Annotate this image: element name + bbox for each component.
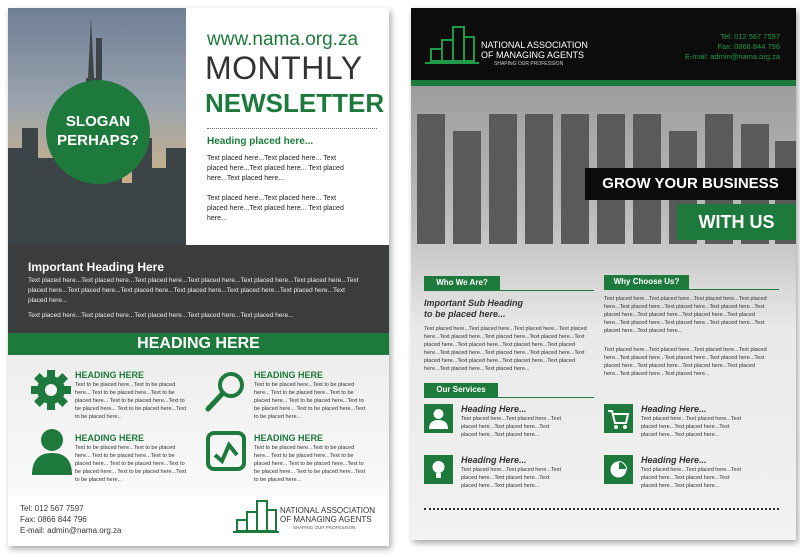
newsletter-front-page (8, 8, 389, 546)
feature-4-text: Text to be placed here...Text to be placed here... Text to be placed here...Text to be placed here... Text to be placed here...Text to be placed here... Text to be placed here...Text to be placed here... (254, 445, 366, 483)
magnifier-icon (204, 369, 248, 418)
title-divider (207, 128, 377, 129)
heading-here-text: HEADING HERE (137, 335, 260, 352)
org-name-line-2: OF MANAGING AGENTS (280, 515, 372, 524)
person-icon (30, 427, 74, 480)
feature-3-text: Text to be placed here...Text to be placed here... Text to be placed here...Text to be placed here... Text to be placed here...Text to be placed here... Text to be placed here...Text to be placed here... (75, 445, 187, 483)
fax-text: Fax: 0866 844 796 (20, 515, 87, 524)
feature-1-heading: HEADING HERE (75, 370, 145, 380)
gear-icon (30, 369, 72, 416)
contact-email (20, 525, 122, 536)
newsletter-back-page (411, 8, 796, 540)
back-tel: Tel: 012 567 7597 (720, 32, 780, 41)
website-url: www.nama.org.za (207, 29, 359, 50)
back-fax: Fax: 0866 844 796 (717, 42, 780, 51)
why-choose-tab (604, 275, 689, 289)
back-header (411, 8, 796, 80)
service-3-heading: Heading Here... (461, 455, 527, 465)
intro-paragraph-2: Text placed here...Text placed here... Text placed here...Text placed here... Text placed here... (207, 195, 344, 222)
contact-fax (20, 514, 87, 525)
back-email: E-mail: admin@nama.org.za (684, 52, 780, 61)
nama-logo-icon (233, 498, 279, 539)
why-choose-label: Why Choose Us? (613, 277, 680, 286)
city-skyline-image (8, 8, 186, 245)
service-1-text: Text placed here...Text placed here...Text placed here...Text placed here...Text placed here...Text placed here... (461, 416, 561, 438)
important-paragraph-1: Text placed here...Text placed here...Text placed here...Text placed here...Text placed here...Text placed here...Text placed here...Text placed here...Text placed here...Text placed here...Text placed here...Text placed here...Text placed here... (28, 277, 359, 304)
slogan-line-1: SLOGAN (65, 113, 131, 130)
why-text-1: Text placed here...Text placed here...Text placed here...Text placed here...Text placed here...Text placed here...Text placed here...Text placed here...Text placed here...Text placed here...Text placed here...Text placed here...Text placed here...Text placed here...Text placed here...Text placed here... (604, 296, 767, 334)
service-3-icon-box (424, 455, 453, 484)
sub-heading-1: Important Sub Heading (424, 298, 523, 308)
who-we-are-label: Who We Are? (436, 278, 488, 287)
title-monthly: MONTHLY (205, 50, 363, 86)
lightbulb-icon (424, 455, 453, 484)
grow-banner (585, 168, 796, 200)
service-4-text: Text placed here...Text placed here...Text placed here...Text placed here...Text placed here...Text placed here... (641, 467, 741, 489)
chart-icon (206, 431, 246, 476)
heading-here-bar (8, 333, 389, 355)
slogan-line-2: PERHAPS? (57, 132, 139, 149)
who-text: Text placed here...Text placed here...Text placed here...Text placed here...Text placed here...Text placed here...Text placed here...Text placed here...Text placed here...Text placed here...Text placed here...Text placed here...Text placed here...Text placed here...Text placed here...Text placed here...Text placed here...Text placed here...Text placed here...Text placed here... (424, 326, 587, 372)
service-2-text: Text placed here...Text placed here...Text placed here...Text placed here...Text placed here...Text placed here... (641, 416, 741, 438)
our-services-label: Our Services (436, 385, 486, 394)
email-text: E-mail: admin@nama.org.za (20, 526, 122, 535)
service-3-text: Text placed here...Text placed here...Text placed here...Text placed here...Text placed here...Text placed here... (461, 467, 561, 489)
who-underline (424, 290, 594, 291)
grow-text: GROW YOUR BUSINESS (602, 175, 779, 192)
important-paragraph-2: Text placed here...Text placed here...Text placed here...Text placed here...Text placed here... (28, 312, 294, 319)
back-org-line-1: NATIONAL ASSOCIATION (481, 40, 588, 50)
bottom-dotted-divider (424, 508, 779, 510)
service-4-icon-box (604, 455, 633, 484)
feature-2-heading: HEADING HERE (254, 370, 324, 380)
why-underline (604, 289, 779, 290)
back-org-line-2: OF MANAGING AGENTS (481, 50, 585, 60)
with-us-text: WITH US (698, 212, 775, 232)
nama-logo-icon (425, 24, 479, 71)
front-footer (8, 495, 389, 546)
slogan-circle (46, 80, 150, 184)
service-2-heading: Heading Here... (641, 404, 707, 414)
tel-text: Tel: 012 567 7597 (20, 504, 84, 513)
feature-4-heading: HEADING HERE (254, 433, 324, 443)
service-1-icon-box (424, 404, 453, 433)
back-contact (685, 32, 780, 62)
feature-3-heading: HEADING HERE (75, 433, 145, 443)
service-1-heading: Heading Here... (461, 404, 527, 414)
service-2-icon-box (604, 404, 633, 433)
cart-icon (604, 404, 633, 433)
important-heading: Important Heading Here (28, 260, 165, 274)
services-underline (424, 397, 594, 398)
with-us-banner (677, 204, 796, 240)
org-name-line-1: NATIONAL ASSOCIATION (280, 506, 375, 515)
heading-placed: Heading placed here... (207, 136, 314, 147)
important-section (8, 245, 389, 333)
our-services-tab (424, 383, 498, 397)
person-icon (424, 404, 453, 433)
features-area (8, 355, 389, 495)
feature-1-text: Text to be placed here...Text to be placed here... Text to be placed here...Text to be placed here... Text to be placed here...Text to be placed here... Text to be placed here...Text to be placed here... (75, 382, 187, 420)
feature-2-text: Text to be placed here...Text to be placed here... Text to be placed here...Text to be placed here... Text to be placed here...Text to be placed here... Text to be placed here...Text to be placed here... (254, 382, 366, 420)
why-text-2: Text placed here...Text placed here...Text placed here...Text placed here...Text placed here...Text placed here...Text placed here...Text placed here...Text placed here...Text placed here...Text placed here...Text placed here...Text placed here... (604, 347, 767, 377)
contact-tel (20, 503, 84, 514)
sub-heading-2: to be placed here... (424, 309, 506, 319)
intro-paragraph-1: Text placed here...Text placed here... Text placed here...Text placed here... Text placed here...Text placed here... (207, 155, 344, 182)
who-we-are-tab (424, 276, 500, 290)
service-4-heading: Heading Here... (641, 455, 707, 465)
pie-chart-icon (604, 455, 633, 484)
back-tagline: SHAPING OUR PROFESSION (494, 61, 564, 67)
title-newsletter: NEWSLETTER (205, 88, 385, 118)
org-tagline: SHAPING OUR PROFESSION (293, 525, 356, 530)
